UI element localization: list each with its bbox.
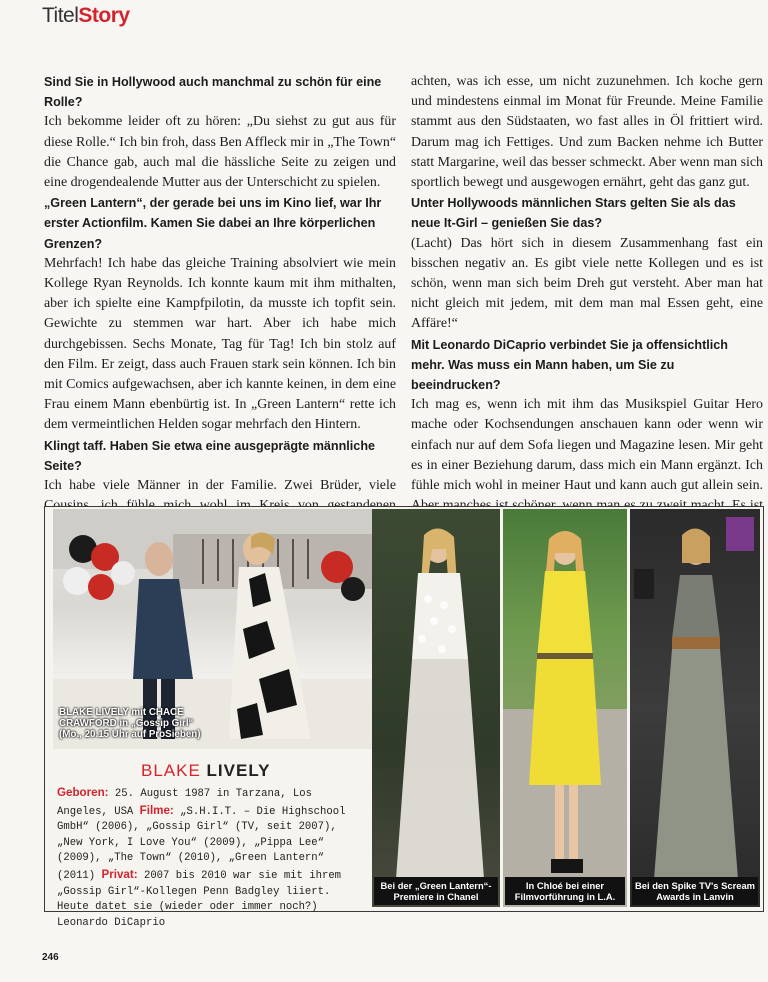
- photo-chanel: [372, 509, 500, 907]
- photo-gossip-girl-caption: [59, 707, 201, 740]
- bio-born-label: Geboren:: [57, 786, 109, 799]
- caption-line: BLAKE LIVELY mit CHACE: [59, 707, 184, 718]
- answer: achten, was ich esse, um nicht zuzunehmen. Ich koche gern und mindestens einmal im Monat für Freunde. Meine Familie stammt aus den Südstaaten, wo fast alles in Öl frittiert wird. Darum mag ich Fettiges. Und zum Backen nehme ich Butter statt Margarine, weil das besser schmeckt. Aber wenn man sich sportlich bewegt und ausgewogen ernährt, geht das ganz gut.: [411, 74, 763, 191]
- caption-line: CRAWFORD in „Gossip Girl“: [59, 718, 194, 729]
- bio-name: [141, 761, 271, 781]
- photo-box: [44, 506, 764, 929]
- question: „Green Lantern“, der gerade bei uns im Kino lief, war Ihr erster Actionfilm. Kamen Sie dabei an Ihre körperlichen Grenzen?: [44, 196, 382, 251]
- question: Sind Sie in Hollywood auch manchmal zu schön für eine Rolle?: [44, 75, 382, 110]
- photo-lanvin-caption: Bei den Spike TV's Scream Awards in Lanvin: [632, 877, 758, 905]
- answer: Ich habe viele Männer in der Familie. Zwei Brüder, viele: [44, 478, 396, 494]
- section-title: [42, 4, 130, 28]
- photo-chanel-illustration: [372, 509, 500, 907]
- photo-chloe-illustration: [503, 509, 627, 907]
- photo-gossip-girl: [53, 509, 414, 749]
- photo-chloe-caption: In Chloé bei einer Filmvorführung in L.A.: [505, 877, 625, 905]
- bio-first-name: BLAKE: [141, 761, 201, 780]
- section-title-accent: Story: [78, 4, 130, 27]
- bio-private-text: 2007 bis 2010 war sie mit ihrem „Gossip Girl“-Kollegen Penn Badgley liiert. Heute datet sie (wieder oder immer noch?) Leonardo DiCaprio: [57, 869, 342, 929]
- caption-line: (Mo., 20.15 Uhr auf ProSieben): [59, 729, 201, 740]
- bio-films-label: Filme:: [139, 803, 174, 817]
- photo-chanel-caption: Bei der „Green Lantern“-Premiere in Chanel: [374, 877, 498, 905]
- answer: Mehrfach! Ich habe das gleiche Training absolviert wie mein Kollege Ryan Reynolds. Ich konnte kaum mit ihm mithalten, aber ich spielte eine Kampfpilotin, da musste ich topfit sein. Gewichte zu stemmen war hart. Aber ich habe mich durchgebissen. Sechs Monate, Tag für Tag! Ich bin stolz auf den Film. Er zeigt, dass auch Frauen stark sein können. Ich bin mit Comics aufgewachsen, aber ich kannte keinen, in dem eine Frau einem Mann ebenbürtig ist. In „Green Lantern“ rette ich dem vermeintlichen Helden sogar mehrfach den Hintern.: [44, 255, 396, 433]
- bio-factbox: [57, 785, 365, 931]
- bio-born-text: 25. August 1987 in Tarzana, Los Angeles, USA: [57, 788, 312, 818]
- question: Mit Leonardo DiCaprio verbindet Sie ja offensichtlich mehr. Was muss ein Mann haben, um Sie zu beeindrucken?: [411, 337, 728, 393]
- answer: (Lacht) Das hört sich in diesem Zusammenhang fast ein bisschen negativ an. Es gibt viele nette Kollegen und es ist schön, wenn man sich beim Dreh gut versteht. Aber man hat nicht gleich mit jedem, mit dem man mal Essen geht, eine Affäre!“: [411, 235, 763, 332]
- question: Klingt taff. Haben Sie etwa eine ausgeprägte männliche Seite?: [44, 438, 376, 473]
- photo-lanvin: [630, 509, 760, 907]
- question: Unter Hollywoods männlichen Stars gelten Sie als das neue It-Girl – genießen Sie das?: [411, 196, 736, 231]
- page-number: 246: [42, 952, 59, 963]
- answer: Ich bekomme leider oft zu hören: „Du siehst zu gut aus für diese Rolle.“ Ich bin froh, dass Ben Affleck mir in „The Town“ die Chance gab, auch mal die hässliche Seite zu zeigen und eine drogendealende Mutter aus der Unterschicht zu spielen.: [44, 114, 396, 191]
- bio-films-text: „S.H.I.T. – Die Highschool GmbH“ (2006), „Gossip Girl“ (TV, seit 2007), „New York, I Love You“ (2009), „Pippa Lee“ (2009), „The Town“ (2010), „Green Lantern“ (2011): [57, 805, 346, 882]
- answer: Ich mag es, wenn ich mit ihm das Musikspiel Guitar Hero mache oder Kochsendungen anschauen kann oder wenn wir einfach nur auf dem Sofa liegen und Magazine lesen. Mir geht es in einer Beziehung darum, dass mich ein Mann ergänzt. Ich fühle mich wohl in meiner Haut und kann auch gut allein sein.: [411, 397, 763, 494]
- photo-chloe: [503, 509, 627, 907]
- bio-private-label: Privat:: [101, 867, 138, 881]
- photo-lanvin-illustration: [630, 509, 760, 907]
- section-title-prefix: Titel: [42, 4, 79, 27]
- bio-last-name: LIVELY: [206, 761, 271, 780]
